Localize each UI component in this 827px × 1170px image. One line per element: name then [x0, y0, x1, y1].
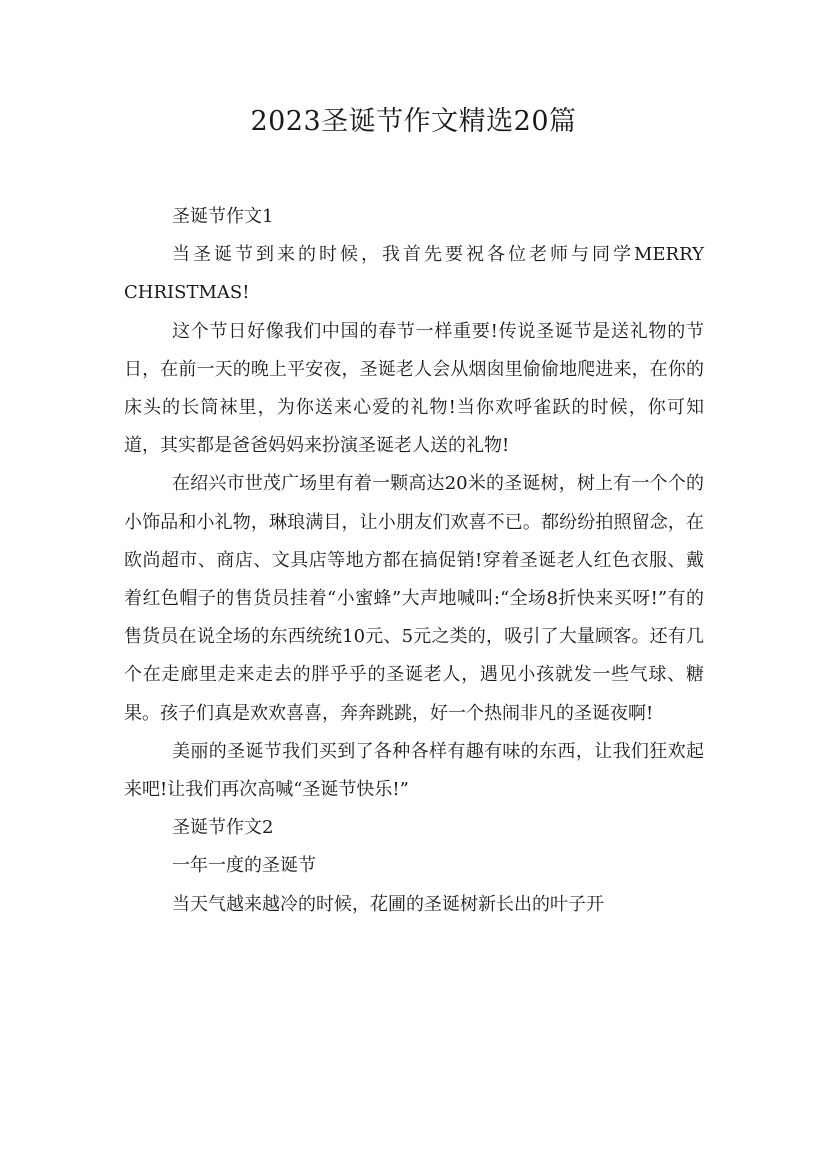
paragraph: 这个节日好像我们中国的春节一样重要!传说圣诞节是送礼物的节日，在前一天的晚上平安夜，圣诞老人会从烟囱里偷偷地爬进来，在你的床头的长筒袜里，为你送来心爱的礼物!当你欢呼雀跃的时候，你可知道，其实都是爸爸妈妈来扮演圣诞老人送的礼物! [124, 320, 704, 457]
section-heading: 圣诞节作文1 [172, 206, 274, 227]
paragraph: 当圣诞节到来的时候，我首先要祝各位老师与同学MERRY CHRISTMAS! [124, 244, 704, 304]
paragraph: 当天气越来越冷的时候，花圃的圣诞树新长出的叶子开 [172, 893, 604, 915]
document-body [124, 198, 704, 924]
document-title: 2023圣诞节作文精选20篇 [250, 106, 577, 137]
essay-subtitle: 一年一度的圣诞节 [172, 855, 316, 877]
section-heading: 圣诞节作文2 [172, 817, 274, 839]
paragraph: 在绍兴市世茂广场里有着一颗高达20米的圣诞树，树上有一个个的小饰品和小礼物，琳琅满目，让小朋友们欢喜不已。都纷纷拍照留念，在欧尚超市、商店、文具店等地方都在搞促销!穿着圣诞老人红色衣服、戴着红色帽子的售货员挂着“小蜜蜂”大声地喊叫:“全场8折快来买呀!”有的售货员在说全场的东西统统10元、5元之类的，吸引了大量顾客。还有几个在走廊里走来走去的胖乎乎的圣诞老人，遇见小孩就发一些气球、糖果。孩子们真是欢欢喜喜，奔奔跳跳，好一个热闹非凡的圣诞夜啊! [124, 473, 704, 724]
paragraph: 美丽的圣诞节我们买到了各种各样有趣有味的东西，让我们狂欢起来吧!让我们再次高喊“圣诞节快乐!” [124, 740, 704, 801]
